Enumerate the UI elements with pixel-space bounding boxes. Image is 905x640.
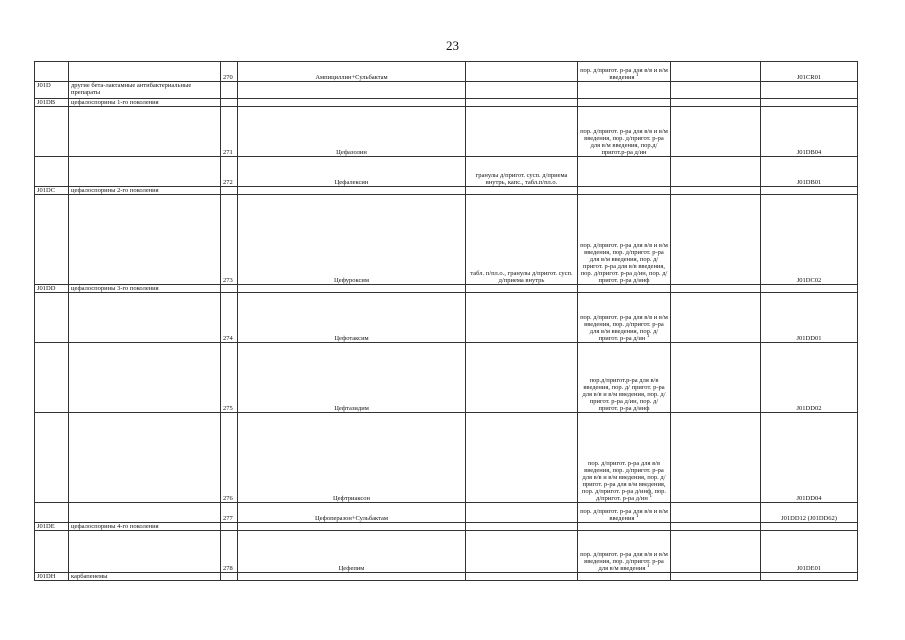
oral-form-cell <box>466 573 578 581</box>
drug-name-cell <box>238 99 466 107</box>
drug-name-cell <box>238 343 466 413</box>
atc-code-text: J01DD12 (J01DD62) <box>781 515 837 522</box>
atc-group-name-text: цефалоспорины 4-го поколения <box>71 523 159 530</box>
drug-row <box>35 107 858 157</box>
atc-group-name-cell <box>69 343 221 413</box>
oral-form-text: табл. п/пл.о., гранулы д/пригот. сусп. д/приема внутрь <box>470 270 573 284</box>
footnote-marker: 1 <box>646 333 650 339</box>
drug-row <box>35 293 858 343</box>
atc-group-name-cell <box>69 285 221 293</box>
injection-form-cell <box>578 62 671 82</box>
empty-cell <box>671 573 761 581</box>
atc-group-name-cell <box>69 99 221 107</box>
atc-group-code-cell <box>35 187 69 195</box>
injection-form-cell <box>578 82 671 99</box>
row-number-cell <box>221 195 238 285</box>
atc-code-cell <box>761 293 858 343</box>
atc-group-name-cell <box>69 187 221 195</box>
drug-name-cell <box>238 573 466 581</box>
atc-group-code-cell <box>35 195 69 285</box>
row-number-text: 278 <box>223 565 233 572</box>
drug-name-cell <box>238 187 466 195</box>
drug-name-cell <box>238 531 466 573</box>
row-number-cell <box>221 343 238 413</box>
atc-group-code-cell <box>35 293 69 343</box>
drug-name-cell <box>238 293 466 343</box>
drug-name-text: Цефтазидим <box>334 405 369 412</box>
atc-group-name-text: цефалоспорины 1-го поколения <box>71 99 159 106</box>
group-row <box>35 523 858 531</box>
drug-name-text: Цефуроксим <box>334 277 369 284</box>
empty-cell <box>671 413 761 503</box>
drug-row <box>35 62 858 82</box>
footnote-marker: 1 <box>636 513 639 519</box>
injection-form-cell <box>578 531 671 573</box>
injection-form-text: пор. д/пригот. р-ра для в/в введения, пор. д/пригот. р-ра для в/в и в/м введения, пор. д/пригот. р-ра для в/м введения, пор. д/пригот. р-ра д/инф, пор. д/пригот. р-ра д/ин <box>581 460 667 502</box>
row-number-cell <box>221 157 238 187</box>
empty-cell <box>671 82 761 99</box>
row-number-cell <box>221 503 238 523</box>
atc-group-name-cell <box>69 503 221 523</box>
atc-group-code-text: J01DE <box>37 523 55 530</box>
atc-code-cell <box>761 195 858 285</box>
row-number-cell <box>221 99 238 107</box>
empty-cell <box>671 531 761 573</box>
drug-name-cell <box>238 523 466 531</box>
group-row <box>35 573 858 581</box>
empty-cell <box>671 293 761 343</box>
atc-code-text: J01DD02 <box>796 405 822 412</box>
row-number-cell <box>221 531 238 573</box>
injection-form-cell <box>578 293 671 343</box>
atc-group-name-text: другие бета-лактамные антибактериальные препараты <box>71 82 192 96</box>
row-number-text: 273 <box>223 277 233 284</box>
oral-form-text: гранулы д/пригот. сусп. д/приема внутрь, капс., табл.п/пл.о. <box>475 172 568 186</box>
drug-row <box>35 531 858 573</box>
drug-name-cell <box>238 62 466 82</box>
injection-form-cell <box>578 99 671 107</box>
oral-form-cell <box>466 413 578 503</box>
drug-row <box>35 503 858 523</box>
injection-form-cell <box>578 413 671 503</box>
atc-group-name-cell <box>69 573 221 581</box>
injection-form-text: пор. д/пригот. р-ра для в/в и в/м введения, пор. д/пригот. р-ра для в/м введения, пор. д/пригот. р-ра для в/в введения, пор. д/пригот. р-ра д/ин, пор. д/пригот. р-ра д/инф <box>580 242 668 284</box>
page-number: 23 <box>446 38 459 53</box>
injection-form-text: пор. д/пригот. р-ра для в/в и в/м введения, пор. д/пригот. р-ра для в/м введения, пор. д/пригот. р-ра д/ин <box>580 314 668 342</box>
group-row <box>35 187 858 195</box>
atc-group-code-text: J01DH <box>37 573 56 580</box>
atc-code-text: J01DC02 <box>796 277 822 284</box>
drug-name-cell <box>238 413 466 503</box>
empty-cell <box>671 285 761 293</box>
atc-code-cell <box>761 503 858 523</box>
row-number-text: 276 <box>223 495 233 502</box>
row-number-cell <box>221 62 238 82</box>
atc-code-cell <box>761 82 858 99</box>
injection-form-text: пор.д/пригот.р-ра для в/в введения, пор. д/ пригот. р-ра для в/в и в/м введения, пор. д/пригот. р-ра д/ин, пор. д/пригот. р-ра д/инф <box>582 377 666 412</box>
injection-form-text: пор. д/пригот. р-ра для в/в и в/м введения, пор. д/пригот. р-ра для в/м введения, пор.д/пригот.р-ра д/ин <box>580 128 668 156</box>
empty-cell <box>671 503 761 523</box>
injection-form-cell <box>578 107 671 157</box>
empty-cell <box>671 523 761 531</box>
row-number-cell <box>221 293 238 343</box>
atc-code-cell <box>761 343 858 413</box>
group-row <box>35 285 858 293</box>
atc-code-cell <box>761 99 858 107</box>
drug-name-text: Цефепим <box>338 565 365 572</box>
atc-group-code-cell <box>35 62 69 82</box>
atc-group-code-cell <box>35 573 69 581</box>
atc-code-cell <box>761 531 858 573</box>
oral-form-cell <box>466 343 578 413</box>
injection-form-text: пор. д/пригот. р-ра для в/в и в/м введения <box>580 67 668 81</box>
footnote-marker: 1 <box>649 493 652 499</box>
drug-name-text: Цефалексин <box>334 179 369 186</box>
drug-name-cell <box>238 285 466 293</box>
atc-group-code-text: J01D <box>37 82 51 89</box>
atc-group-name-cell <box>69 293 221 343</box>
atc-group-code-text: J01DC <box>37 187 56 194</box>
atc-group-code-cell <box>35 99 69 107</box>
drug-name-cell <box>238 195 466 285</box>
injection-form-cell <box>578 285 671 293</box>
atc-group-code-cell <box>35 531 69 573</box>
atc-group-name-text: цефалоспорины 2-го поколения <box>71 187 159 194</box>
atc-group-name-cell <box>69 62 221 82</box>
drug-name-text: Цефоперазон+Сульбактам <box>314 515 389 522</box>
row-number-text: 272 <box>223 179 233 186</box>
oral-form-cell <box>466 293 578 343</box>
drug-name-cell <box>238 157 466 187</box>
atc-group-code-text: J01DD <box>37 285 56 292</box>
footnote-marker: 1 <box>646 563 650 569</box>
row-number-cell <box>221 285 238 293</box>
atc-code-cell <box>761 157 858 187</box>
row-number-cell <box>221 187 238 195</box>
atc-group-name-cell <box>69 523 221 531</box>
drug-name-cell <box>238 107 466 157</box>
atc-group-name-cell <box>69 107 221 157</box>
row-number-cell <box>221 523 238 531</box>
oral-form-cell <box>466 157 578 187</box>
atc-group-name-cell <box>69 195 221 285</box>
atc-group-code-text: J01DB <box>37 99 56 106</box>
row-number-text: 270 <box>223 74 233 81</box>
drug-registry-table <box>34 61 858 581</box>
row-number-text: 271 <box>223 149 233 156</box>
injection-form-cell <box>578 503 671 523</box>
drug-name-text: Цефтриаксон <box>332 495 370 502</box>
empty-cell <box>671 195 761 285</box>
atc-group-code-cell <box>35 523 69 531</box>
injection-form-cell <box>578 523 671 531</box>
oral-form-cell <box>466 99 578 107</box>
atc-group-code-cell <box>35 107 69 157</box>
atc-code-cell <box>761 285 858 293</box>
atc-code-text: J01DE01 <box>796 565 822 572</box>
atc-code-cell <box>761 523 858 531</box>
atc-code-cell <box>761 573 858 581</box>
injection-form-text: пор. д/пригот. р-ра для в/в и в/м введения <box>580 508 668 522</box>
atc-group-code-cell <box>35 503 69 523</box>
row-number-cell <box>221 107 238 157</box>
drug-name-cell <box>238 82 466 99</box>
drug-row <box>35 195 858 285</box>
oral-form-cell <box>466 285 578 293</box>
footnote-marker: 1 <box>636 72 639 78</box>
empty-cell <box>671 157 761 187</box>
injection-form-cell <box>578 157 671 187</box>
atc-group-name-text: карбапенемы <box>71 573 108 580</box>
empty-cell <box>671 343 761 413</box>
atc-group-name-cell <box>69 531 221 573</box>
atc-group-name-cell <box>69 413 221 503</box>
empty-cell <box>671 99 761 107</box>
atc-code-text: J01DD04 <box>796 495 822 502</box>
injection-form-cell <box>578 187 671 195</box>
oral-form-cell <box>466 503 578 523</box>
drug-name-text: Цефазолин <box>336 149 367 156</box>
atc-code-text: J01CR01 <box>796 74 822 81</box>
drug-row <box>35 157 858 187</box>
oral-form-cell <box>466 82 578 99</box>
atc-code-cell <box>761 187 858 195</box>
row-number-cell <box>221 413 238 503</box>
empty-cell <box>671 107 761 157</box>
atc-group-code-cell <box>35 157 69 187</box>
atc-group-code-cell <box>35 413 69 503</box>
atc-code-cell <box>761 107 858 157</box>
atc-code-text: J01DB01 <box>796 179 822 186</box>
table-body <box>35 62 858 581</box>
atc-code-text: J01DB04 <box>796 149 822 156</box>
oral-form-cell <box>466 195 578 285</box>
group-row <box>35 99 858 107</box>
injection-form-text: пор. д/пригот. р-ра для в/в и в/м введения, пор. д/пригот. р-ра для в/м введения <box>580 551 668 572</box>
row-number-cell <box>221 573 238 581</box>
atc-group-code-cell <box>35 285 69 293</box>
row-number-text: 277 <box>223 515 233 522</box>
row-number-cell <box>221 82 238 99</box>
atc-code-text: J01DD01 <box>796 335 822 342</box>
atc-code-cell <box>761 413 858 503</box>
injection-form-cell <box>578 195 671 285</box>
oral-form-cell <box>466 531 578 573</box>
atc-group-code-cell <box>35 82 69 99</box>
empty-cell <box>671 187 761 195</box>
injection-form-cell <box>578 573 671 581</box>
empty-cell <box>671 62 761 82</box>
group-row <box>35 82 858 99</box>
drug-row <box>35 413 858 503</box>
oral-form-cell <box>466 62 578 82</box>
injection-form-cell <box>578 343 671 413</box>
oral-form-cell <box>466 187 578 195</box>
atc-group-code-cell <box>35 343 69 413</box>
atc-code-cell <box>761 62 858 82</box>
drug-name-text: Ампициллин+Сульбактам <box>315 74 388 81</box>
row-number-text: 275 <box>223 405 233 412</box>
drug-name-cell <box>238 503 466 523</box>
atc-group-name-cell <box>69 157 221 187</box>
atc-group-name-text: цефалоспорины 3-го поколения <box>71 285 159 292</box>
row-number-text: 274 <box>223 335 233 342</box>
drug-row <box>35 343 858 413</box>
atc-group-name-cell <box>69 82 221 99</box>
oral-form-cell <box>466 107 578 157</box>
drug-name-text: Цефотаксим <box>334 335 369 342</box>
oral-form-cell <box>466 523 578 531</box>
